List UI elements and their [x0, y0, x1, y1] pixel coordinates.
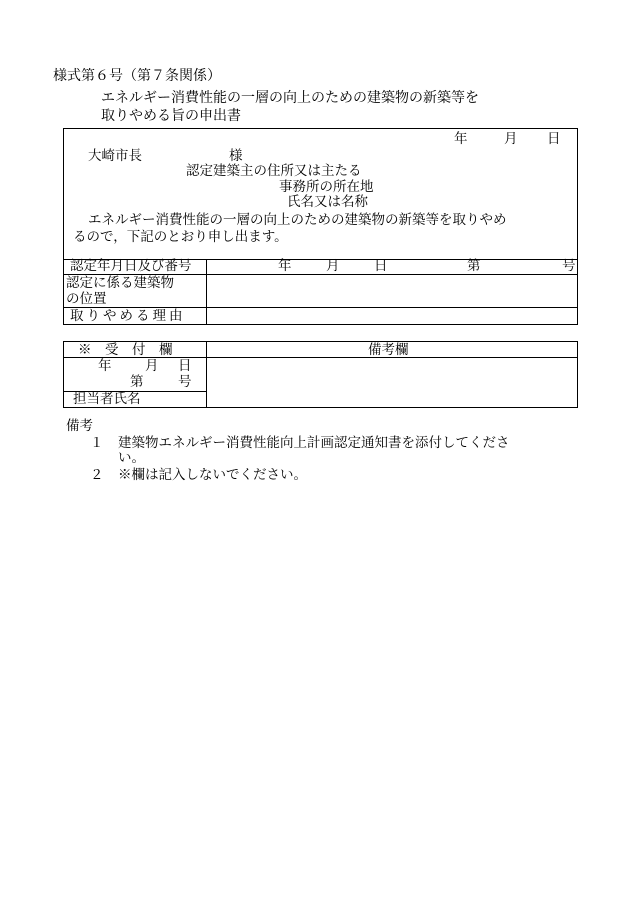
building-label-1: 認定に係る建築物 — [66, 275, 174, 291]
note-item-1-continuation: い。 — [118, 450, 145, 466]
form-title-line1: エネルギー消費性能の一層の向上のための建築物の新築等を — [101, 90, 479, 106]
note-item-1-number: １ — [90, 435, 104, 451]
note-item-2-number: ２ — [90, 467, 104, 483]
date-month: 月 — [504, 131, 518, 147]
cert-label: 認定年月日及び番号 — [70, 258, 192, 274]
reception-person-label: 担当者氏名 — [73, 391, 141, 407]
cert-day: 日 — [374, 258, 388, 274]
reception-date-day: 日 — [178, 358, 192, 374]
building-label-2: の位置 — [66, 291, 107, 307]
reception-date-year: 年 — [98, 358, 112, 374]
applicant-name-label: 氏名又は名称 — [287, 194, 368, 210]
reception-num-dai: 第 — [130, 374, 144, 390]
applicant-address-label-2: 事務所の所在地 — [279, 179, 374, 195]
form-number: 様式第６号（第７条関係） — [53, 68, 221, 84]
note-item-2-text: ※欄は記入しないでください。 — [118, 467, 307, 483]
applicant-address-label-1: 認定建築主の住所又は主たる — [186, 163, 362, 179]
addressee-honorific: 様 — [229, 148, 243, 164]
date-day: 日 — [547, 131, 561, 147]
addressee-name: 大崎市長 — [88, 148, 142, 164]
cert-year: 年 — [278, 258, 292, 274]
reception-num-go: 号 — [178, 374, 192, 390]
column-divider — [206, 259, 207, 325]
cert-go: 号 — [562, 258, 576, 274]
reception-date-month: 月 — [145, 358, 159, 374]
date-year: 年 — [454, 131, 468, 147]
statement-line2: るので，下記のとおり申し出ます。 — [73, 229, 288, 245]
form-title-line2: 取りやめる旨の申出書 — [101, 108, 241, 124]
column-divider — [206, 341, 207, 408]
reason-label: 取りやめる理由 — [70, 308, 186, 324]
cert-dai: 第 — [467, 258, 481, 274]
note-item-1-text: 建築物エネルギー消費性能向上計画認定通知書を添付してくださ — [118, 435, 510, 451]
notes-title: 備考 — [66, 418, 93, 434]
cert-month: 月 — [326, 258, 340, 274]
statement-line1: エネルギー消費性能の一層の向上のための建築物の新築等を取りやめ — [88, 212, 507, 228]
reception-header: ※ 受 付 欄 — [78, 342, 173, 358]
remarks-header: 備考欄 — [368, 342, 409, 358]
